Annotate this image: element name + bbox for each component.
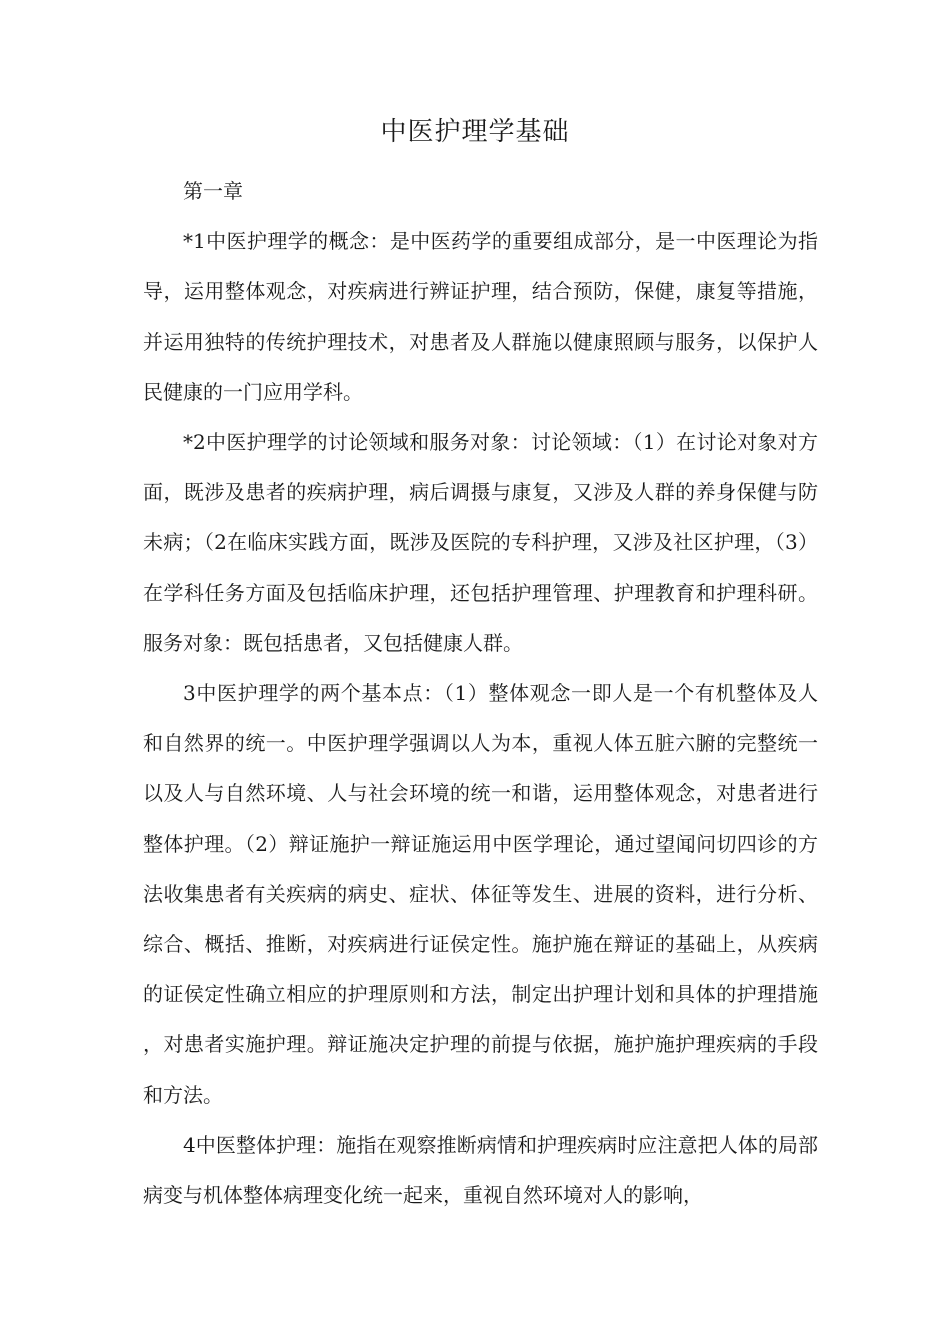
document-title: 中医护理学基础 <box>380 117 570 147</box>
chapter-heading: 第一章 <box>183 179 243 203</box>
paragraph-3-basic-points: 3中医护理学的两个基本点：（1）整体观念一即人是一个有机整体及人和自然界的统一。中医护理学强调以人为本，重视人体五脏六腑的完整统一以及人与自然环境、人与社会环境的统一和谐，运用整体观念，对患者进行整体护理。（2）辩证施护一辩证施运用中医学理论，通过望闻问切四诊的方法收集患者有关疾病的病史、症状、体征等发生、进展的资料，进行分析、综合、概括、推断，对疾病进行证侯定性。施护施在辩证的基础上，从疾病的证侯定性确立相应的护理原则和方法，制定出护理计划和具体的护理措施，对患者实施护理。辩证施决定护理的前提与依据，施护施护理疾病的手段和方法。 <box>143 681 818 1107</box>
document-body <box>143 166 818 1220</box>
paragraph-4-holistic-care: 4中医整体护理：施指在观察推断病情和护理疾病时应注意把人体的局部病变与机体整体病理变化统一起来，重视自然环境对人的影响， <box>143 1132 818 1208</box>
paragraph-1-concept: *1中医护理学的概念：是中医药学的重要组成部分，是一中医理论为指导，运用整体观念，对疾病进行辨证护理，结合预防，保健，康复等措施，并运用独特的传统护理技术，对患者及人群施以健康照顾与服务，以保护人民健康的一门应用学科。 <box>143 229 818 404</box>
paragraph-2-scope: *2中医护理学的讨论领域和服务对象：讨论领域：（1）在讨论对象对方面，既涉及患者的疾病护理，病后调摄与康复，又涉及人群的养身保健与防未病；（2在临床实践方面，既涉及医院的专科护理，又涉及社区护理，（3）在学科任务方面及包括临床护理，还包括护理管理、护理教育和护理科研。服务对象：既包括患者，又包括健康人群。 <box>143 430 818 655</box>
